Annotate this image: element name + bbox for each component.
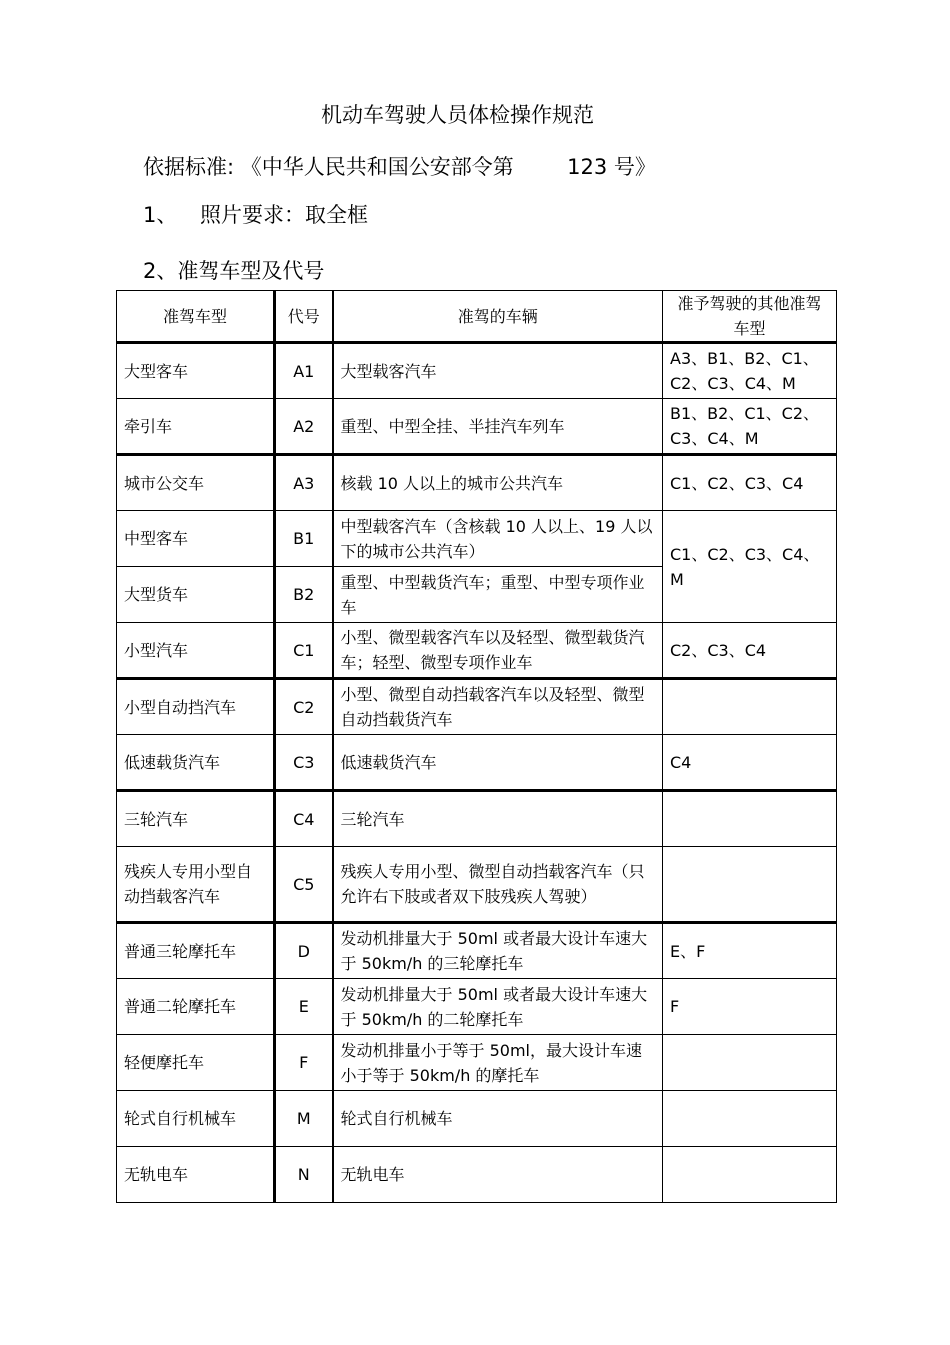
vehicles-cell: 低速载货汽车 bbox=[333, 735, 663, 791]
type-cell: 三轮汽车 bbox=[117, 791, 275, 847]
vehicles-cell: 三轮汽车 bbox=[333, 791, 663, 847]
vehicles-cell: 发动机排量小于等于 50ml，最大设计车速小于等于 50km/h 的摩托车 bbox=[333, 1035, 663, 1091]
basis-number: 123 号》 bbox=[567, 155, 656, 179]
code-cell: C1 bbox=[275, 623, 333, 679]
section-license-types bbox=[143, 256, 324, 286]
type-cell: 城市公交车 bbox=[117, 455, 275, 511]
code-cell: F bbox=[275, 1035, 333, 1091]
table-row bbox=[117, 979, 837, 1035]
vehicles-cell: 轮式自行机械车 bbox=[333, 1091, 663, 1147]
basis-label: 依据标准: bbox=[143, 155, 235, 179]
other-cell: C1、C2、C3、C4、M bbox=[663, 511, 837, 623]
code-cell: A3 bbox=[275, 455, 333, 511]
type-cell: 大型货车 bbox=[117, 567, 275, 623]
other-cell bbox=[663, 1035, 837, 1091]
type-cell: 牵引车 bbox=[117, 399, 275, 455]
header-vehicles: 准驾的车辆 bbox=[333, 291, 663, 343]
vehicles-cell: 发动机排量大于 50ml 或者最大设计车速大于 50km/h 的三轮摩托车 bbox=[333, 923, 663, 979]
code-cell: M bbox=[275, 1091, 333, 1147]
table-row bbox=[117, 791, 837, 847]
type-cell: 普通二轮摩托车 bbox=[117, 979, 275, 1035]
code-cell: C2 bbox=[275, 679, 333, 735]
header-other: 准予驾驶的其他准驾车型 bbox=[663, 291, 837, 343]
code-cell: N bbox=[275, 1147, 333, 1203]
other-cell bbox=[663, 847, 837, 923]
table-row bbox=[117, 343, 837, 399]
vehicles-cell: 残疾人专用小型、微型自动挡载客汽车（只允许右下肢或者双下肢残疾人驾驶） bbox=[333, 847, 663, 923]
vehicles-cell: 小型、微型载客汽车以及轻型、微型载货汽车；轻型、微型专项作业车 bbox=[333, 623, 663, 679]
table-row bbox=[117, 1035, 837, 1091]
header-code: 代号 bbox=[275, 291, 333, 343]
table-row bbox=[117, 623, 837, 679]
section-number: 1、 bbox=[143, 203, 178, 227]
type-cell: 低速载货汽车 bbox=[117, 735, 275, 791]
section-number: 2、 bbox=[143, 259, 178, 283]
code-cell: C3 bbox=[275, 735, 333, 791]
type-cell: 无轨电车 bbox=[117, 1147, 275, 1203]
table-row bbox=[117, 511, 837, 567]
type-cell: 小型自动挡汽车 bbox=[117, 679, 275, 735]
header-type: 准驾车型 bbox=[117, 291, 275, 343]
code-cell: E bbox=[275, 979, 333, 1035]
vehicles-cell: 重型、中型全挂、半挂汽车列车 bbox=[333, 399, 663, 455]
vehicles-cell: 中型载客汽车（含核载 10 人以上、19 人以下的城市公共汽车） bbox=[333, 511, 663, 567]
code-cell: B1 bbox=[275, 511, 333, 567]
table-row bbox=[117, 923, 837, 979]
other-cell: C4 bbox=[663, 735, 837, 791]
type-cell: 大型客车 bbox=[117, 343, 275, 399]
other-cell: C2、C3、C4 bbox=[663, 623, 837, 679]
vehicles-cell: 重型、中型载货汽车；重型、中型专项作业车 bbox=[333, 567, 663, 623]
table-row bbox=[117, 735, 837, 791]
table-row bbox=[117, 1147, 837, 1203]
type-cell: 普通三轮摩托车 bbox=[117, 923, 275, 979]
vehicles-cell: 发动机排量大于 50ml 或者最大设计车速大于 50km/h 的二轮摩托车 bbox=[333, 979, 663, 1035]
other-cell: C1、C2、C3、C4 bbox=[663, 455, 837, 511]
table-row bbox=[117, 847, 837, 923]
type-cell: 轮式自行机械车 bbox=[117, 1091, 275, 1147]
table-header-row bbox=[117, 291, 837, 343]
vehicles-cell: 小型、微型自动挡载客汽车以及轻型、微型自动挡载货汽车 bbox=[333, 679, 663, 735]
basis-text: 《中华人民共和国公安部令第 bbox=[240, 155, 514, 179]
section-text: 照片要求：取全框 bbox=[200, 203, 368, 227]
section-text: 准驾车型及代号 bbox=[177, 259, 325, 283]
type-cell: 残疾人专用小型自动挡载客汽车 bbox=[117, 847, 275, 923]
table-row bbox=[117, 1091, 837, 1147]
other-cell bbox=[663, 679, 837, 735]
standard-basis bbox=[143, 152, 656, 182]
code-cell: D bbox=[275, 923, 333, 979]
type-cell: 轻便摩托车 bbox=[117, 1035, 275, 1091]
other-cell: B1、B2、C1、C2、C3、C4、M bbox=[663, 399, 837, 455]
table-row bbox=[117, 455, 837, 511]
type-cell: 小型汽车 bbox=[117, 623, 275, 679]
code-cell: B2 bbox=[275, 567, 333, 623]
section-photo-requirement bbox=[143, 200, 368, 230]
other-cell: A3、B1、B2、C1、C2、C3、C4、M bbox=[663, 343, 837, 399]
vehicles-cell: 无轨电车 bbox=[333, 1147, 663, 1203]
table-row bbox=[117, 679, 837, 735]
license-type-table bbox=[116, 290, 837, 1203]
code-cell: A2 bbox=[275, 399, 333, 455]
code-cell: C5 bbox=[275, 847, 333, 923]
vehicles-cell: 核载 10 人以上的城市公共汽车 bbox=[333, 455, 663, 511]
table-row bbox=[117, 399, 837, 455]
other-cell bbox=[663, 791, 837, 847]
code-cell: A1 bbox=[275, 343, 333, 399]
other-cell bbox=[663, 1147, 837, 1203]
other-cell bbox=[663, 1091, 837, 1147]
type-cell: 中型客车 bbox=[117, 511, 275, 567]
other-cell: E、F bbox=[663, 923, 837, 979]
other-cell: F bbox=[663, 979, 837, 1035]
vehicles-cell: 大型载客汽车 bbox=[333, 343, 663, 399]
code-cell: C4 bbox=[275, 791, 333, 847]
document-title: 机动车驾驶人员体检操作规范 bbox=[321, 103, 594, 127]
